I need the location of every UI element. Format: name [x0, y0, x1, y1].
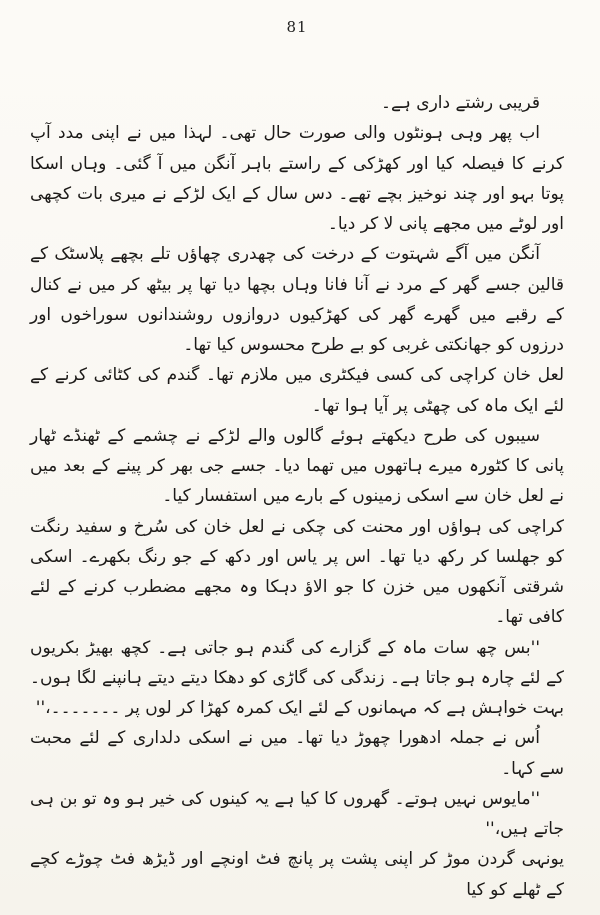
page-number: 81 — [286, 18, 308, 36]
paragraph-quote: ''مایوس نہیں ہوتے۔ گھروں کا کیا ہے یہ کینوں کی خیر ہو وہ تو بن ہی جاتے ہیں،'' — [30, 788, 564, 839]
page-text — [30, 88, 564, 905]
paragraph: کراچی کی ہواؤں اور محنت کی چکی نے لعل خان کی سُرخ و سفید رنگت کو جھلسا کر رکھ دیا تھا۔ اس پر یاس اور دکھ کے جو رنگ بکھرے۔ اسکی شرقتی آنکھوں میں خزن کا جو الاؤ دہکا وہ مجھے مضطرب کرنے کے لئے کافی تھا۔ — [30, 516, 564, 628]
paragraph: سیبوں کی طرح دیکھتے ہوئے گالوں والے لڑکے نے چشمے کے ٹھنڈے ٹھار پانی کا کٹورہ میرے ہاتھوں میں تھما دیا۔ جسے جی بھر کر پینے کے بعد میں نے لعل خان سے اسکی زمینوں کے بارے میں استفسار کیا۔ — [30, 425, 564, 507]
paragraph: آنگن میں آگے شہتوت کے درخت کی چھدری چھاؤں تلے بچھے پلاسٹک کے قالین جسے گھر کے مرد نے آنا فانا وہاں بچھا دیا تھا پر بیٹھ کر میں نے کنال کے رقبے میں گھرے گھر کی کھڑکیوں دروازوں روشندانوں سوراخوں اور درزوں کو جھانکتی غربی کو بے طرح محسوس کیا تھا۔ — [30, 244, 564, 355]
paragraph: اُس نے جملہ ادھورا چھوڑ دیا تھا۔ میں نے اسکی دلداری کے لئے محبت سے کہا۔ — [30, 728, 564, 779]
paragraph: اب پھر وہی ہونٹوں والی صورت حال تھی۔ لہذا میں نے اپنی مدد آپ کرنے کا فیصلہ کیا اور کھڑکی کے راستے باہر آنگن میں آ گئی۔ وہاں اسکا پوتا بہو اور چند نوخیز بچے تھے۔ دس سال کے ایک لڑکے نے میری بات کچھی اور لوٹے میں مجھے پانی لا کر دیا۔ — [30, 123, 564, 234]
paragraph-quote: ''بس چھ سات ماہ کے گزارے کی گندم ہو جاتی ہے۔ کچھ بھیڑ بکریوں کے لئے چارہ ہو جاتا ہے۔ زندگی کی گاڑی کو دھکا دیتے دیتے ہانپنے لگا ہوں۔ بہت خواہش ہے کہ مہمانوں کے لئے ایک کمرہ کھڑا کر لوں پر ۔۔۔۔۔۔۔،'' — [30, 637, 564, 718]
paragraph: لعل خان کراچی کی کسی فیکٹری میں ملازم تھا۔ گندم کی کٹائی کرنے کے لئے ایک ماہ کی چھٹی پر آیا ہوا تھا۔ — [30, 365, 564, 416]
paragraph: قریبی رشتے داری ہے۔ — [381, 93, 540, 113]
paragraph: یونہی گردن موڑ کر اپنی پشت پر پانچ فٹ اونچے اور ڈیڑھ فٹ چوڑے کچے کے ٹھلے کو کیا — [30, 849, 564, 900]
